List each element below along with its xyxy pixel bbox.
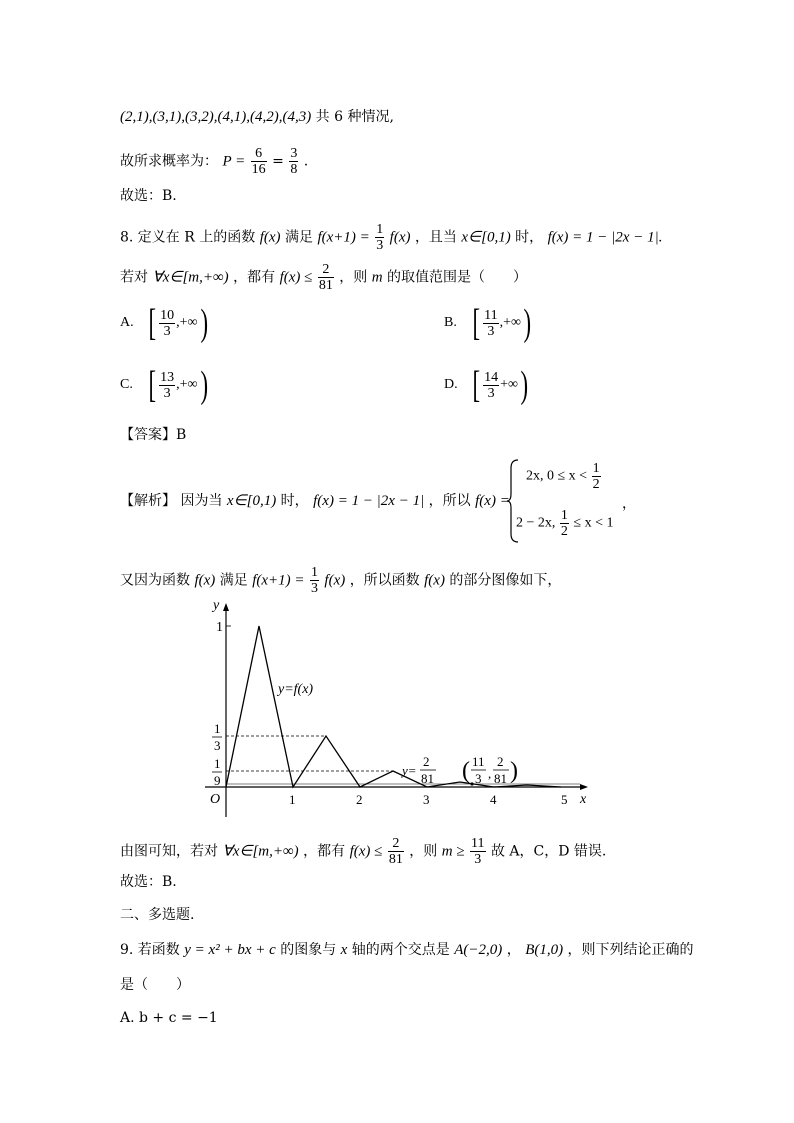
y-tick-third-den: 3	[214, 738, 221, 753]
x-tick-2: 2	[356, 792, 363, 807]
x-tick-4: 4	[490, 792, 497, 807]
option-c-label: C.	[120, 377, 133, 393]
concl-text-c: ，都有	[303, 843, 346, 860]
q8-fx: f(x)	[259, 229, 281, 246]
q9-stem-line1	[120, 940, 694, 960]
pairs-line	[120, 107, 394, 127]
analysis-fx: f(x) =	[475, 493, 510, 509]
q9-comma: ，	[506, 942, 521, 958]
select-line-1: 故选：B.	[120, 188, 177, 204]
right-paren: )	[523, 302, 532, 344]
q9-x: x	[340, 942, 348, 958]
q8b-text-e: ，则	[339, 269, 368, 286]
pw2-fraction: $\frac{1}{2}$	[560, 508, 568, 539]
again-text-h: 的部分图像如下，	[449, 572, 562, 589]
again-text-c: 满足	[219, 572, 248, 589]
piecewise-case-2	[516, 508, 614, 539]
x-tick-5: 5	[561, 792, 568, 807]
q8-text-a: 8. 定义在 R 上的函数	[120, 229, 256, 246]
again-fraction: $\frac{1}{3}$	[310, 565, 318, 596]
left-bracket: [	[148, 302, 156, 344]
analysis-text-f: ，所以	[428, 493, 471, 509]
again-line	[120, 565, 561, 596]
option-a[interactable]	[120, 304, 210, 342]
option-a-tail: ,+∞	[176, 315, 198, 331]
y-tick-ninth-den: 9	[214, 773, 221, 788]
pw2-text: 2 − 2x,	[516, 515, 556, 531]
y-axis-arrow	[223, 603, 229, 611]
point-x-den: 3	[475, 771, 482, 786]
piecewise-case-1	[526, 461, 602, 492]
fraction-6-16: $\frac{6}{16}$	[251, 146, 266, 177]
q8-stem-line1	[120, 222, 662, 253]
x-tick-1: 1	[289, 792, 296, 807]
y-tick-1: 1	[216, 620, 223, 635]
q9-text-e: 轴的两个交点是	[351, 942, 450, 958]
point-x-num: 11	[472, 754, 485, 769]
analysis-def: f(x) = 1 − |2x − 1|	[313, 493, 425, 509]
point-y-den: 81	[494, 771, 507, 786]
q8b-text-c: ，都有	[233, 269, 276, 286]
curve-label: y=f(x)	[278, 682, 314, 697]
again-text-a: 又因为函数	[120, 572, 190, 589]
pw2-range: ≤ x < 1	[573, 515, 614, 531]
q8-fx1: f(x+1) =	[317, 229, 370, 246]
right-paren: )	[520, 364, 529, 406]
pw1-fraction: $\frac{1}{2}$	[592, 461, 600, 492]
point-y-num: 2	[497, 754, 504, 769]
y-tick-ninth-num: 1	[214, 756, 221, 771]
option-d-label: D.	[444, 377, 458, 393]
pw1-text: 2x, 0 ≤ x <	[526, 468, 588, 484]
q9-text-a: 9. 若函数	[120, 942, 180, 958]
intersection-point	[470, 782, 473, 785]
again-text-f: ，所以函数	[349, 572, 420, 589]
pairs-tail: 共 6 种情况,	[315, 109, 394, 125]
option-d-tail: +∞	[500, 377, 519, 393]
q9-point-b: B(1,0)	[525, 942, 564, 958]
option-c-tail: ,+∞	[176, 377, 198, 393]
conclusion-line	[120, 836, 606, 867]
option-a-fraction: $\frac{10}{3}$	[160, 307, 175, 339]
fraction-3-8: $\frac{3}{8}$	[290, 146, 298, 177]
option-b-tail: ,+∞	[499, 315, 522, 331]
option-b-fraction: $\frac{11}{3}$	[484, 307, 498, 339]
option-b[interactable]	[444, 304, 534, 342]
q9-text-c: 的图象与	[280, 942, 337, 958]
period: .	[303, 153, 309, 170]
q9-stem-line2: 是（ ）	[120, 977, 190, 993]
q8b-text-g: 的取值范围是（ ）	[387, 269, 528, 286]
q9-option-a[interactable]: A. b + c = −1	[120, 1010, 218, 1026]
x-axis-arrow	[580, 784, 588, 790]
again-fx-3: f(x)	[424, 572, 445, 589]
left-bracket: [	[472, 302, 480, 344]
concl-fraction-11-3: $\frac{11}{3}$	[471, 836, 485, 867]
answer-line: 【答案】B	[120, 427, 187, 443]
again-fx: f(x)	[194, 572, 216, 589]
pairs-list: (2,1),(3,1),(3,2),(4,1),(4,2),(4,3)	[120, 109, 312, 125]
concl-text-e: ，则	[409, 843, 438, 860]
q8-text-g: ，且当	[414, 229, 457, 246]
point-open-paren: (	[462, 758, 470, 784]
left-bracket: [	[148, 364, 156, 406]
section-heading: 二、多选题.	[120, 907, 195, 923]
y-tick-third-num: 1	[214, 721, 221, 736]
q8-text-i: 时，	[515, 229, 544, 246]
line-label-prefix: y=	[402, 763, 417, 778]
left-bracket: [	[472, 364, 480, 406]
line-label-den: 81	[421, 771, 434, 786]
x-axis-label: x	[580, 792, 587, 807]
analysis-text-b: 因为当	[180, 493, 223, 509]
q8-interval: x∈[0,1)	[461, 229, 511, 246]
point-comma: ,	[488, 766, 492, 781]
option-a-label: A.	[120, 315, 134, 331]
analysis-interval: x∈[0,1)	[226, 493, 277, 509]
analysis-line	[120, 491, 510, 511]
piecewise-tail: ，	[622, 497, 636, 512]
q8-text-c: 满足	[284, 229, 313, 246]
right-paren: )	[200, 302, 208, 344]
option-c-fraction: $\frac{13}{3}$	[160, 369, 175, 401]
q8-fx-2: f(x)	[389, 229, 411, 246]
q9-text-i: ，则下列结论正确的	[567, 942, 694, 958]
y-axis-label: y	[213, 598, 220, 613]
point-close-paren: )	[510, 758, 518, 784]
option-d[interactable]	[444, 366, 531, 404]
origin-label: O	[210, 792, 221, 807]
probability-symbol: P =	[222, 153, 246, 170]
analysis-text-d: 时，	[280, 493, 309, 509]
option-d-fraction: $\frac{14}{3}$	[484, 369, 499, 401]
concl-m: m ≥	[441, 843, 465, 860]
option-c[interactable]	[120, 366, 210, 404]
concl-text-g: 故 A，C，D 错误.	[490, 843, 607, 860]
q8-definition: f(x) = 1 − |2x − 1|.	[547, 229, 663, 246]
q8b-m: m	[371, 269, 383, 286]
q8b-text-a: 若对	[120, 269, 148, 286]
q9-function: y = x² + bx + c	[184, 942, 276, 958]
concl-forall: ∀x∈[m,+∞)	[222, 843, 299, 860]
q8b-fraction-2-81: $\frac{2}{81}$	[318, 262, 333, 293]
again-fx1: f(x+1) =	[252, 572, 305, 589]
q8-fraction-1-3: $\frac{1}{3}$	[376, 222, 384, 253]
function-graph	[200, 595, 600, 820]
q8-stem-line2	[120, 262, 527, 293]
q9-point-a: A(−2,0)	[454, 942, 503, 958]
analysis-tag: 【解析】	[120, 493, 176, 509]
option-b-label: B.	[444, 315, 457, 331]
concl-fraction-2-81: $\frac{2}{81}$	[388, 836, 403, 867]
again-fx-2: f(x)	[324, 572, 346, 589]
right-paren: )	[200, 364, 208, 406]
probability-intro: 故所求概率为：	[120, 153, 218, 170]
equals-sign: =	[272, 153, 284, 170]
concl-ineq: f(x) ≤	[349, 843, 383, 860]
q8b-ineq: f(x) ≤	[279, 269, 313, 286]
x-tick-3: 3	[423, 792, 430, 807]
select-line-2: 故选：B.	[120, 874, 177, 890]
q8b-forall: ∀x∈[m,+∞)	[152, 269, 229, 286]
probability-line	[120, 146, 308, 177]
line-label-num: 2	[423, 754, 430, 769]
concl-text-a: 由图可知，若对	[120, 843, 218, 860]
